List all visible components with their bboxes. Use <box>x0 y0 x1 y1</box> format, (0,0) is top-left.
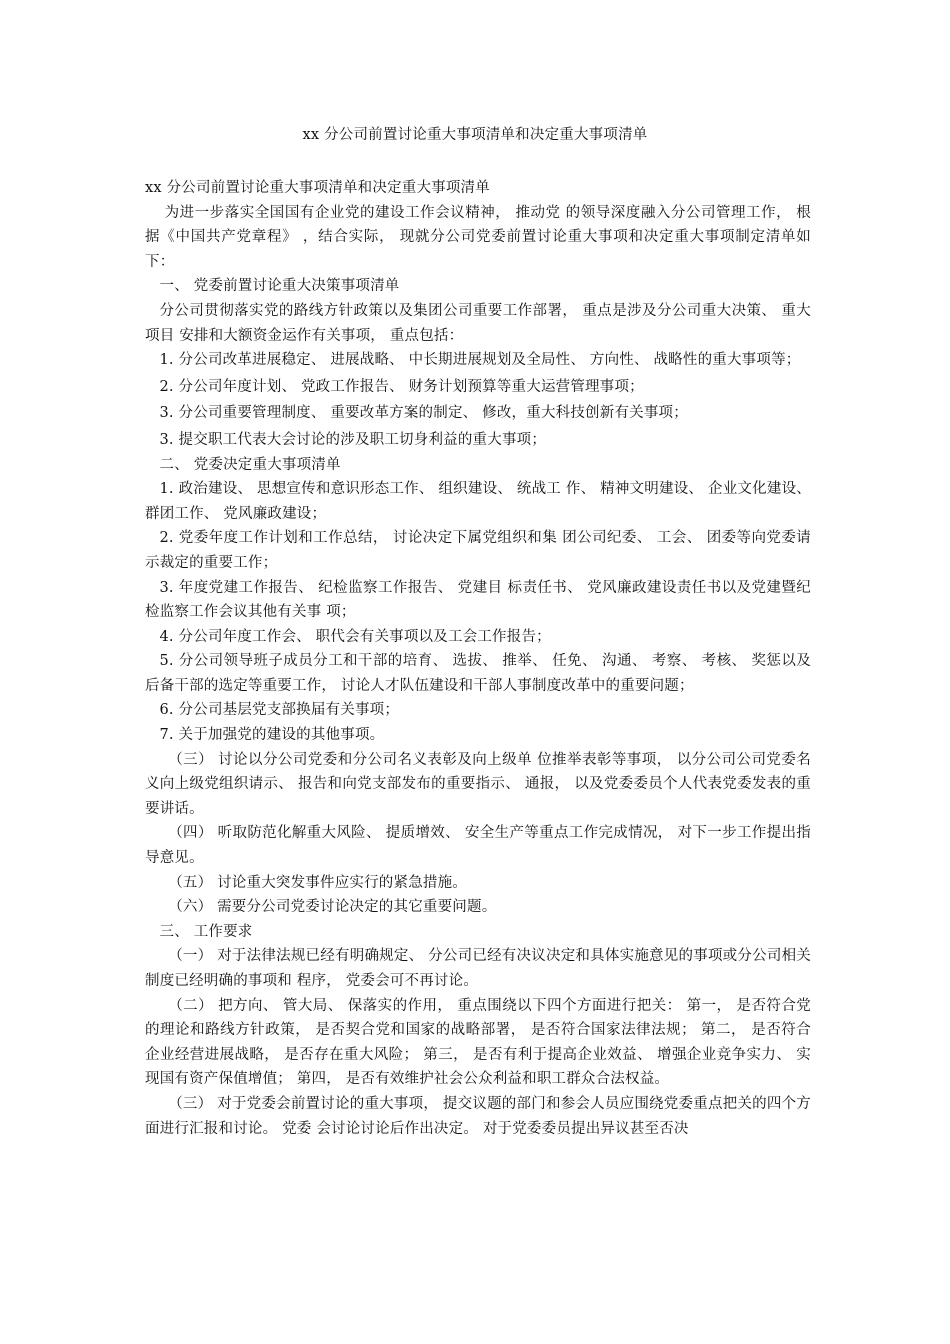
document-body <box>145 176 811 1141</box>
list-item: 3. 提交职工代表大会讨论的涉及职工切身利益的重大事项； <box>159 431 547 448</box>
list-item: 7. 关于加强党的建设的其他事项。 <box>159 727 385 744</box>
list-item: 1. 政治建设、 思想宣传和意识形态工作、 组织建设、 统战工 作、 精神文明建设、 企业文化建设、 群团工作、 党风廉政建设； <box>145 481 811 522</box>
subsection-paragraph: （二） 把方向、 管大局、 保落实的作用， 重点围绕以下四个方面进行把关： 第一， 是否符合党的理论和路线方针政策， 是否契合党和国家的战略部署， 是否符合国家法律法规； 第二， 是否符合企业经营进展战略， 是否存在重大风险； 第三， 是否有利于提高企业效益、 增强企业竞争实力、 实现国有资产保值增值； 第四， 是否有效维护社会公众利益和职工群众合法权益。 <box>145 997 811 1088</box>
list-item: 4. 分公司年度工作会、 职代会有关事项以及工会工作报告； <box>159 628 551 645</box>
subtitle-paragraph: xx 分公司前置讨论重大事项清单和决定重大事项清单 <box>145 180 490 196</box>
list-item: 5. 分公司领导班子成员分工和干部的培育、 选拔、 推举、 任免、 沟通、 考察、 考核、 奖惩以及后备干部的选定等重要工作， 讨论人才队伍建设和干部人事制度改革中的重要问题； <box>145 653 811 694</box>
document-title: xx 分公司前置讨论重大事项清单和决定重大事项清单 <box>302 127 648 143</box>
list-item: 6. 分公司基层党支部换届有关事项； <box>159 702 400 719</box>
section-1-intro: 分公司贯彻落实党的路线方针政策以及集团公司重要工作部署， 重点是涉及分公司重大决策、 重大项目 安排和大额资金运作有关事项， 重点包括： <box>145 302 811 344</box>
list-item: 2. 分公司年度计划、 党政工作报告、 财务计划预算等重大运营管理事项； <box>159 378 644 395</box>
subsection-paragraph: （三） 讨论以分公司党委和分公司名义表彰及向上级单 位推举表彰等事项， 以分公司公司党委名义向上级党组织请示、 报告和向党支部发布的重要指示、 通报， 以及党委委员个人代表党委发表的重要讲话。 <box>145 751 811 817</box>
section-heading-2: 二、 党委决定重大事项清单 <box>159 456 341 473</box>
subsection-paragraph: （四） 听取防范化解重大风险、 提质增效、 安全生产等重点工作完成情况， 对下一步工作提出指导意见。 <box>145 825 811 867</box>
intro-paragraph: 为进一步落实全国国有企业党的建设工作会议精神， 推动党 的领导深度融入分公司管理工作， 根据《中国共产党章程》 ，结合实际， 现就分公司党委前置讨论重大事项和决定重大事项制定清单如下： <box>145 204 811 270</box>
list-item: 3. 分公司重要管理制度、 重要改革方案的制定、 修改，重大科技创新有关事项； <box>159 405 688 422</box>
subsection-paragraph: （五） 讨论重大突发事件应实行的紧急措施。 <box>168 874 467 891</box>
list-item: 1. 分公司改革进展稳定、 进展战略、 中长期进展规划及全局性、 方向性、 战略性的重大事项等； <box>159 352 801 369</box>
section-heading-1: 一、 党委前置讨论重大决策事项清单 <box>159 278 400 295</box>
subsection-paragraph: （三） 对于党委会前置讨论的重大事项， 提交议题的部门和参会人员应围绕党委重点把关的四个方面进行汇报和讨论。 党委 会讨论讨论后作出决定。 对于党委委员提出异议甚至否决 <box>145 1095 811 1137</box>
subsection-paragraph: （一） 对于法律法规已经有明确规定、 分公司已经有决议决定和具体实施意见的事项或分公司相关制度已经明确的事项和 程序， 党委会可不再讨论。 <box>145 948 811 989</box>
subsection-paragraph: （六） 需要分公司党委讨论决定的其它重要问题。 <box>168 899 497 916</box>
section-heading-3: 三、 工作要求 <box>159 923 253 940</box>
list-item: 3. 年度党建工作报告、 纪检监察工作报告、 党建目 标责任书、 党风廉政建设责任书以及党建暨纪检监察工作会议其他有关事 项； <box>145 579 811 621</box>
list-item: 2. 党委年度工作计划和工作总结， 讨论决定下属党组织和集 团公司纪委、 工会、 团委等向党委请示裁定的重要工作； <box>145 530 811 571</box>
